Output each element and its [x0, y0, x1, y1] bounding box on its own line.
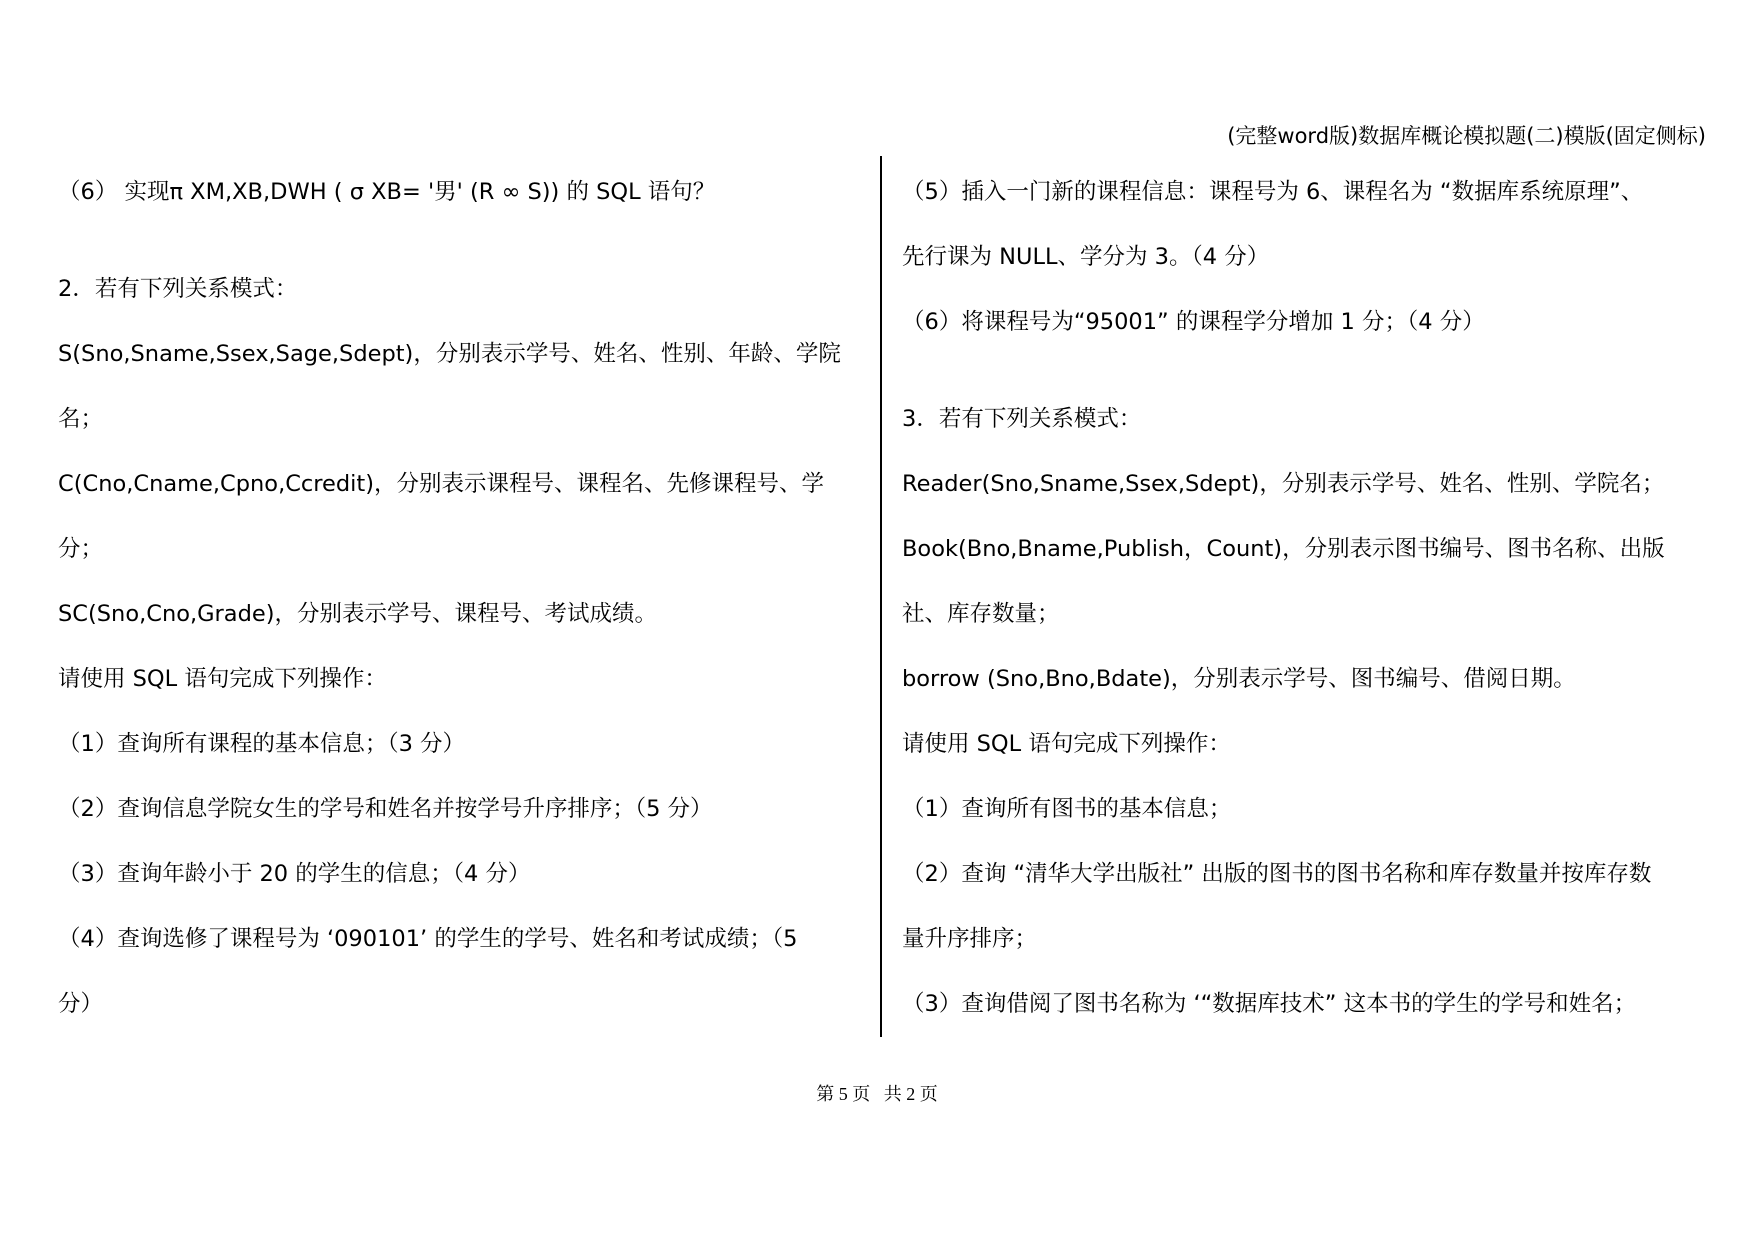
sql-instruction: 请使用 SQL 语句完成下列操作：: [902, 731, 1231, 757]
operation-4-line-1: （4）查询选修了课程号为 ‘090101’ 的学生的学号、姓名和考试成绩；（5: [58, 926, 798, 952]
question-2-intro: 2．若有下列关系模式：: [58, 276, 298, 302]
column-divider: [880, 156, 882, 1037]
sc-schema-line: SC(Sno,Cno,Grade)，分别表示学号、课程号、考试成绩。: [58, 601, 657, 627]
operation-2: （2）查询信息学院女生的学号和姓名并按学号升序排序；（5 分）: [58, 796, 713, 822]
book-schema-line-2: 社、库存数量；: [902, 601, 1060, 627]
spacer: [58, 225, 866, 257]
document-header-title: (完整word版)数据库概论模拟题(二)模版(固定侧标): [1227, 124, 1706, 148]
operation-1: （1）查询所有图书的基本信息；: [902, 796, 1232, 822]
spacer: [902, 355, 1708, 387]
operation-2-line-2: 量升序排序；: [902, 926, 1038, 952]
c-schema-line-2: 分；: [58, 536, 104, 562]
operation-5-line-1: （5）插入一门新的课程信息：课程号为 6、课程名为 “数据库系统原理”、: [902, 179, 1644, 205]
s-schema-line-1: S(Sno,Sname,Ssex,Sage,Sdept)，分别表示学号、姓名、性别、年龄、学院: [58, 341, 841, 367]
right-column: [902, 160, 1708, 1037]
left-column: [58, 160, 866, 1037]
book-schema-line-1: Book(Bno,Bname,Publish，Count)，分别表示图书编号、图书名称、出版: [902, 536, 1665, 562]
operation-2-line-1: （2）查询 “清华大学出版社” 出版的图书的图书名称和库存数量并按库存数: [902, 861, 1652, 887]
s-schema-line-2: 名；: [58, 406, 104, 432]
operation-4-line-2: 分）: [58, 991, 104, 1017]
operation-5-line-2: 先行课为 NULL、学分为 3。（4 分）: [902, 244, 1270, 270]
page-number-footer: 第 5 页 共 2 页: [816, 1084, 938, 1104]
question-6-line: （6） 实现π XM,XB,DWH ( σ XB= '男' (R ∞ S)) 的 SQL 语句？: [58, 179, 716, 205]
c-schema-line-1: C(Cno,Cname,Cpno,Ccredit)，分别表示课程号、课程名、先修课程号、学: [58, 471, 825, 497]
operation-6: （6）将课程号为“95001” 的课程学分增加 1 分；（4 分）: [902, 309, 1485, 335]
operation-3: （3）查询借阅了图书名称为 ‘“数据库技术” 这本书的学生的学号和姓名；: [902, 991, 1637, 1017]
sql-instruction: 请使用 SQL 语句完成下列操作：: [58, 666, 387, 692]
operation-1: （1）查询所有课程的基本信息；（3 分）: [58, 731, 466, 757]
question-3-intro: 3．若有下列关系模式：: [902, 406, 1142, 432]
borrow-schema-line: borrow (Sno,Bno,Bdate)，分别表示学号、图书编号、借阅日期。: [902, 666, 1576, 692]
reader-schema-line: Reader(Sno,Sname,Ssex,Sdept)，分别表示学号、姓名、性别、学院名；: [902, 471, 1665, 497]
operation-3: （3）查询年龄小于 20 的学生的信息；（4 分）: [58, 861, 531, 887]
